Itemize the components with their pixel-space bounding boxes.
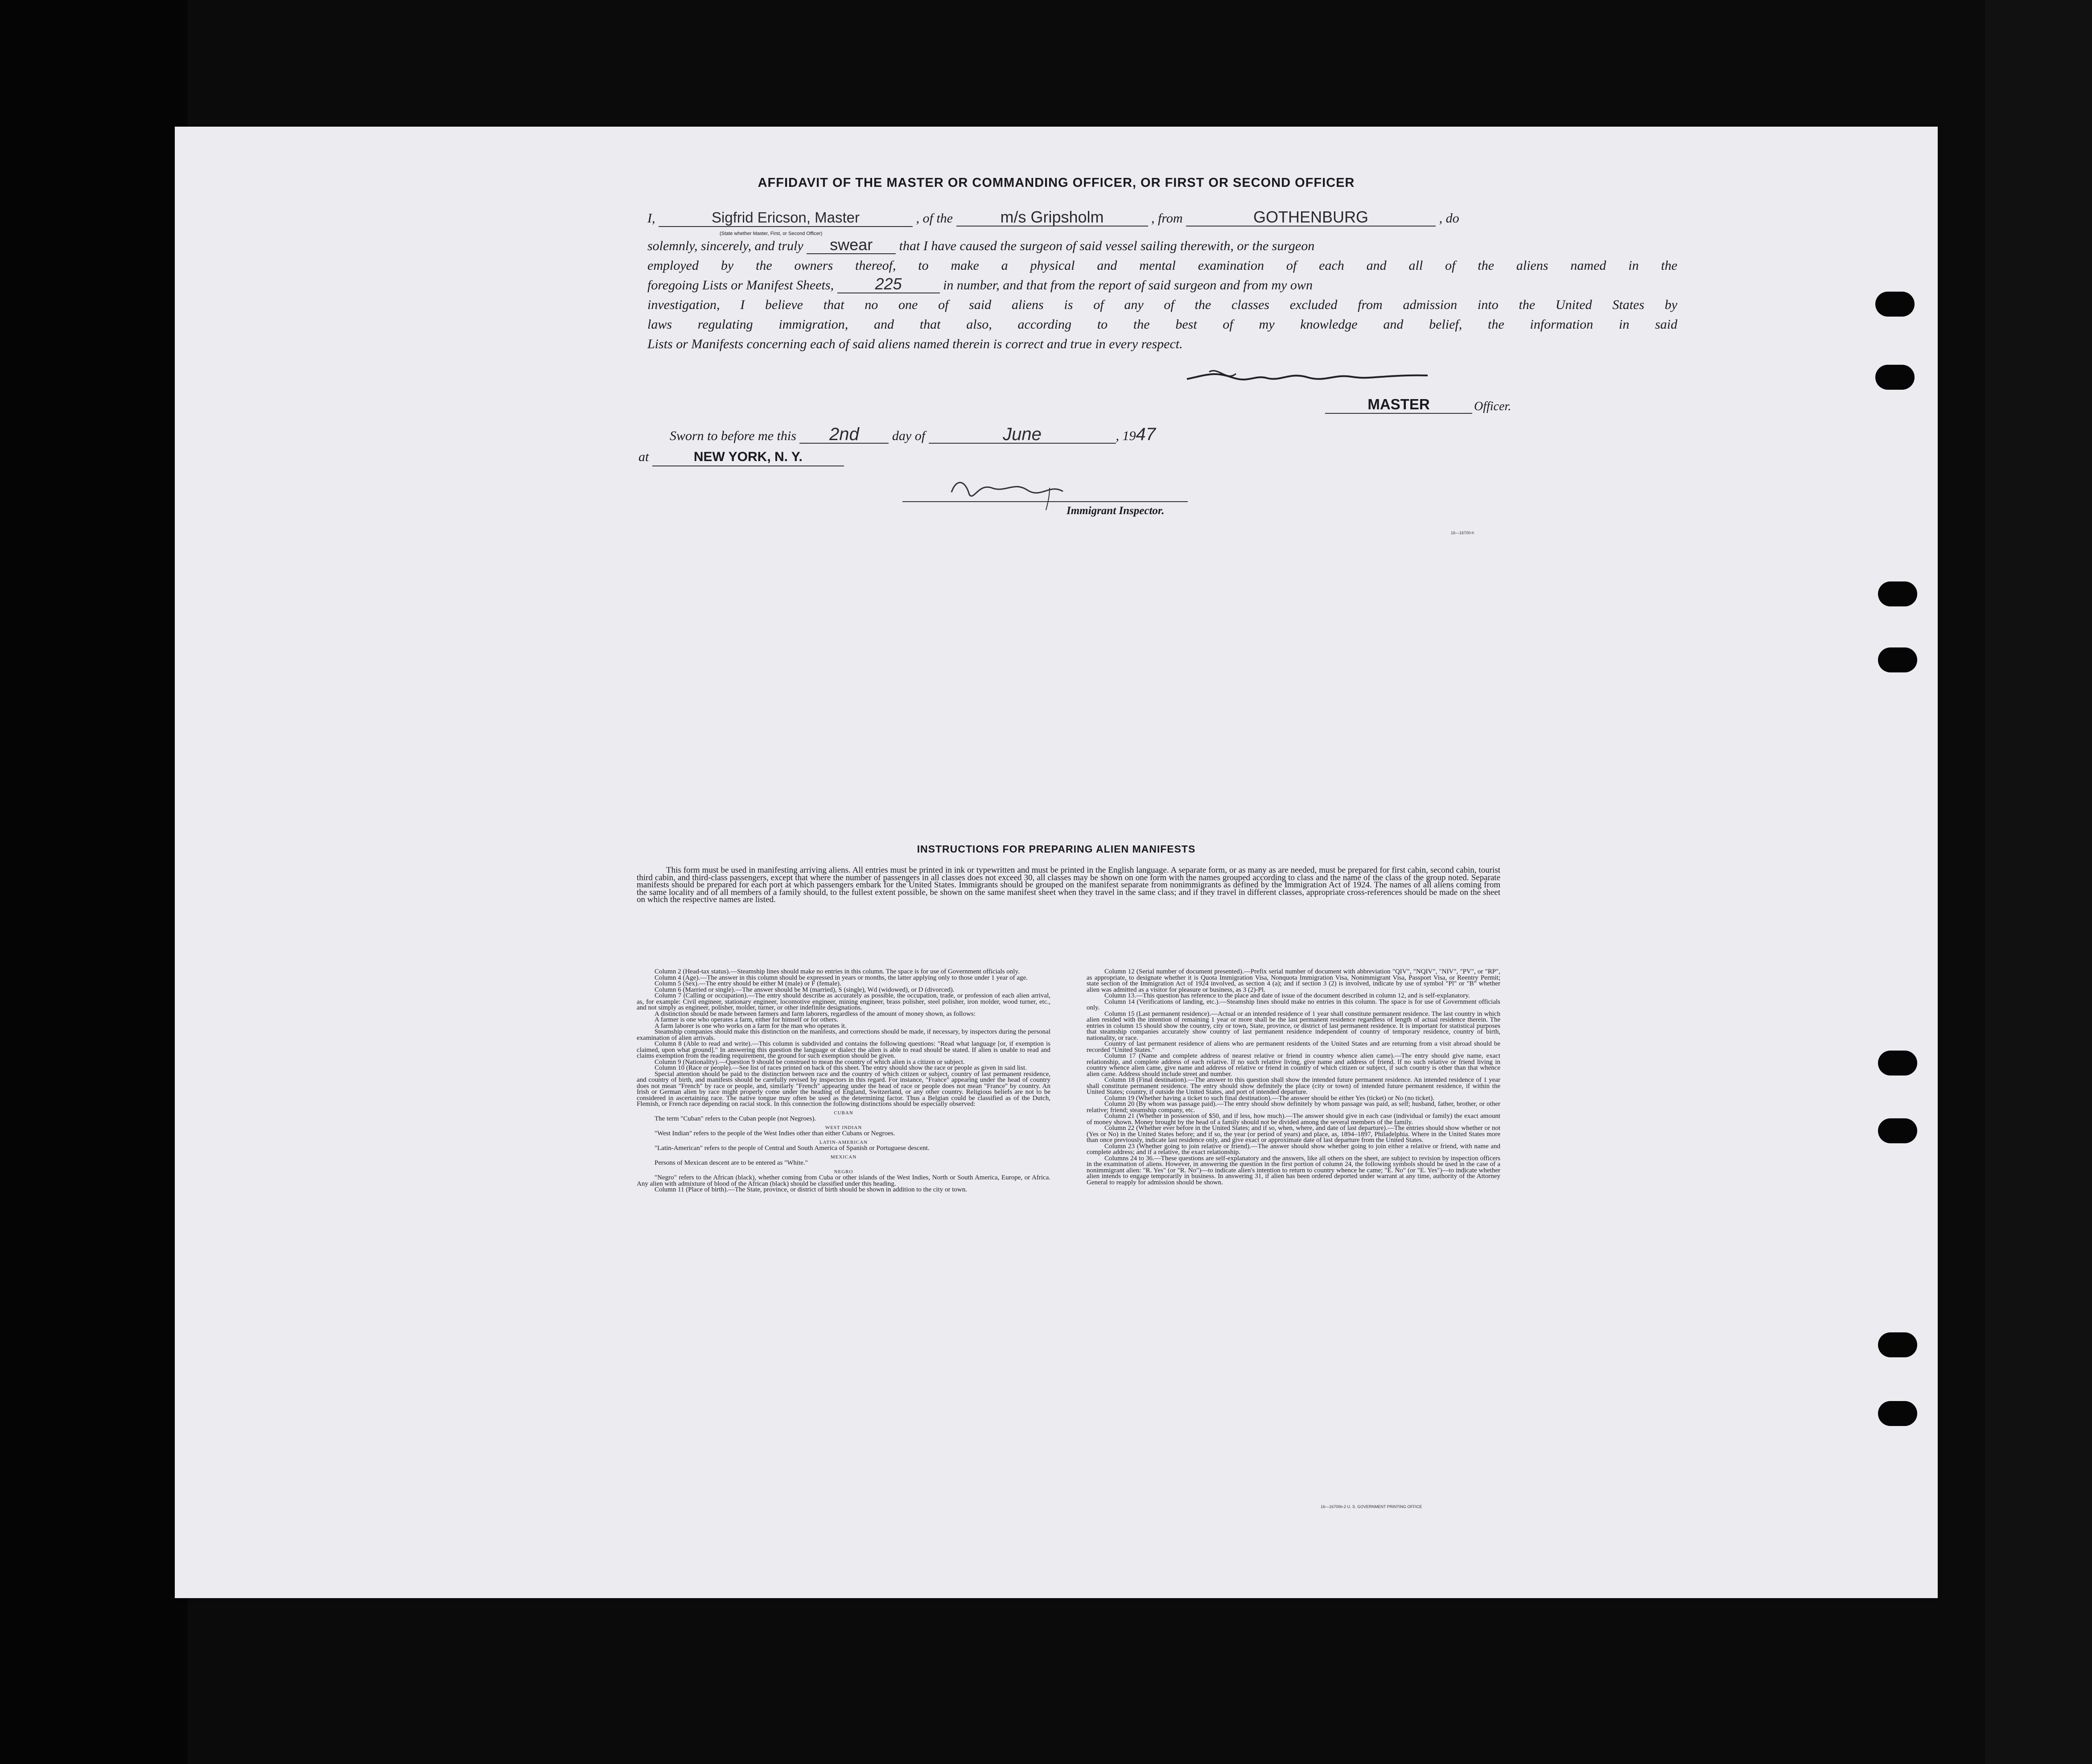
affidavit-line-2	[647, 236, 1677, 256]
instruction-paragraph: Column 4 (Age).—The answer in this column should be expressed in years or months, the latter applying only to those under 1 year of age.	[655, 974, 1028, 981]
instruction-paragraph: A distinction should be made between farmers and farm laborers, regardless of the amount of money shown, as follows:	[655, 1010, 976, 1018]
instruction-paragraph: Column 17 (Name and complete address of nearest relative or friend in country whence alien came).—The entry should give name, exact relationship, and complete address of each relative. If no such relative living, give name and address of friend. If no such relative or friend living in country whence alien came, give name and address of relative or friend in country of which citizen or subject, if such country is other than that whence alien came. Address should include street and number.	[1087, 1052, 1500, 1078]
signature-scribble-icon	[902, 470, 1188, 510]
race-note: "Negro" refers to the African (black), whether coming from Cuba or other islands of the West Indies, North or South America, Europe, or Africa. Any alien with admixture of blood of the African (black) should be classified under this heading.	[637, 1174, 1050, 1187]
instruction-paragraph: Column 22 (Whether ever before in the United States; and if so, when, where, and date of last departure).—The entries should show whether or not (Yes or No) in the United States before; and if so, the year (or period of years) and place, as, 1894–1897, Philadelphia. Where in the United States more than once previously, indicate last residence only, and give exact or approximate date of last departure from the United States.	[1087, 1125, 1500, 1144]
vessel-name-field: m/s Gripsholm	[956, 209, 1148, 227]
sworn-month-field: June	[929, 426, 1116, 444]
instruction-paragraph: Column 20 (By whom was passage paid).—The entry should show definitely by whom passage was paid, as self; husband, father, brother, or other relative; friend; steamship company, etc.	[1087, 1100, 1500, 1114]
instruction-paragraph: Column 11 (Place of birth).—The State, province, or district of birth should be shown in addition to the city or town.	[655, 1186, 967, 1193]
affidavit-text: , do	[1439, 211, 1459, 226]
affidavit-line-5: investigation, I believe that no one of said aliens is of any of the classes excluded from admission into the United States by	[647, 297, 1677, 312]
sworn-day-field: 2nd	[799, 426, 889, 444]
rank-note: (State whether Master, First, or Second Officer)	[720, 231, 823, 236]
punch-hole	[1875, 365, 1915, 390]
instruction-paragraph: Column 6 (Married or single).—The answer should be M (married), S (single), Wd (widowed), or D (divorced).	[655, 986, 955, 993]
instruction-paragraph: Steamship companies should make this distinction on the manifests, and corrections should be made, if necessary, by inspectors during the personal examination of alien arrivals.	[637, 1028, 1050, 1042]
affidavit-text: I,	[647, 211, 655, 226]
punch-hole	[1875, 292, 1915, 317]
port-field: GOTHENBURG	[1186, 209, 1436, 227]
instruction-paragraph: Column 9 (Nationality).—Question 9 should be construed to mean the country of which alien is a citizen or subject.	[655, 1058, 965, 1066]
punch-hole	[1878, 581, 1917, 606]
affidavit-line-6: laws regulating immigration, and that also, according to the best of my knowledge and belief, the information in said	[647, 317, 1677, 332]
affidavit-text: solemnly, sincerely, and truly	[647, 239, 803, 253]
affidavit-text: Sworn to before me this	[670, 429, 796, 443]
instruction-paragraph: Column 23 (Whether going to join relative or friend).—The answer should show whether going to join either a relative or friend, with name and complete address; and if a relative, the exact relationship.	[1087, 1142, 1500, 1156]
oath-field: swear	[807, 236, 896, 254]
manifest-sheet	[175, 127, 1938, 1598]
punch-hole	[1878, 1118, 1917, 1143]
race-heading: CUBAN	[834, 1110, 853, 1116]
sworn-line	[670, 425, 1156, 445]
instruction-paragraph: Column 12 (Serial number of document presented).—Prefix serial number of document with abbreviation "QIV", "NQIV", "NIV", "PV", or "RP", as appropriate, to designate whether it is Quota Immigration Visa, Nonquota Immigration Visa, Nonimmigrant Visa, Passport Visa, or Reentry Permit; state section of the Immigration Act of 1924 involved, as section 4 (a); and if section 3 (2) is involved, indicate by use of symbol "Pl" or "B" whether alien was admitted as a visitor for pleasure or business, as 3 (2)-Pl.	[1087, 968, 1500, 993]
affidavit-text: , from	[1151, 211, 1183, 226]
instructions-right-column	[1087, 969, 1500, 1186]
race-note: "Latin-American" refers to the people of Central and South America of Spanish or Portuguese descent.	[655, 1145, 930, 1152]
affidavit-line-3: employed by the owners thereof, to make a physical and mental examination of each and all of the aliens named in the	[647, 258, 1677, 273]
instruction-paragraph: Country of last permanent residence of aliens who are permanent residents of the United States and are returning from a visit abroad should be recorded "United States."	[1087, 1040, 1500, 1054]
sworn-at-line	[638, 449, 844, 466]
instruction-paragraph: Column 18 (Final destination).—The answer to this question shall show the intended future permanent residence. An intended residence of 1 year shall constitute permanent residence. The entry should show definitely the place (city or town) of intended future permanent residence, if within the United States; country, if outside the United States, and port of intended departure.	[1087, 1076, 1500, 1096]
instruction-paragraph: Column 10 (Race or people).—See list of races printed on back of this sheet. The entry should show the race or people as given in said list.	[655, 1064, 1027, 1072]
punch-hole	[1878, 647, 1917, 672]
punch-hole	[1878, 1332, 1917, 1357]
instruction-paragraph: A farm laborer is one who works on a farm for the man who operates it.	[655, 1022, 847, 1030]
affidavit-text: in number, and that from the report of said surgeon and from my own	[943, 278, 1313, 293]
instruction-paragraph: Column 15 (Last permanent residence).—Actual or an intended residence of 1 year shall constitute permanent residence. The last country in which alien resided with the intention of remaining 1 year or more shall be the last permanent residence regardless of length of actual residence therein. The entries in column 15 should show the country, city or town, State, province, or district of last permanent residence. It is important for statistical purposes that steamship companies accurately show country of last permanent residence independent of country of temporary residence, country of birth, nationality, or race.	[1087, 1010, 1500, 1042]
race-heading: WEST INDIAN	[825, 1125, 862, 1130]
master-signature	[1178, 362, 1432, 389]
instruction-paragraph: Column 7 (Calling or occupation).—The entry should describe as accurately as possible, the occupation, trade, or profession of each alien arrival, as, for example: Civil engineer, stationary engineer, locomotive engineer, mining engineer, brass polisher, steel polisher, iron molder, wood turner, etc., and not simply as engineer, polisher, molder, turner, or other indefinite designations.	[637, 992, 1050, 1011]
instruction-paragraph: Column 13.—This question has reference to the place and date of issue of the document described in column 12, and is self-explanatory.	[1104, 992, 1470, 999]
affidavit-line-1	[647, 209, 1677, 228]
instruction-paragraph: Column 2 (Head-tax status).—Steamship lines should make no entries in this column. The space is for use of Government officials only.	[655, 968, 1020, 975]
punch-hole	[1878, 1051, 1917, 1076]
affidavit-line-4	[647, 276, 1677, 295]
affidavit-line-7: Lists or Manifests concerning each of said aliens named therein is correct and true in every respect.	[647, 337, 1183, 351]
inspector-signature	[902, 470, 1188, 502]
race-heading: LATIN-AMERICAN	[819, 1139, 868, 1145]
instruction-paragraph: Column 14 (Verifications of landing, etc.).—Steamship lines should make no entries in this column. The space is for use of Government officials only.	[1087, 998, 1500, 1011]
printer-line: 16—16700h-2 U. S. GOVERNMENT PRINTING OFFICE	[1321, 1504, 1422, 1509]
alien-count-field: 225	[837, 276, 940, 293]
instruction-paragraph: Column 8 (Able to read and write).—This column is subdivided and contains the following questions: "Read what language [or, if exemption is claimed, upon what ground]." In answering this question the language or dialect the alien is able to read should be stated. If alien is unable to read and claims exemption from the reading requirement, the ground for such exemption should be given.	[637, 1040, 1050, 1059]
affidavit-title: AFFIDAVIT OF THE MASTER OR COMMANDING OFFICER, OR FIRST OR SECOND OFFICER	[758, 176, 1355, 190]
affidavit-text: at	[638, 449, 649, 464]
race-note: "West Indian" refers to the people of the West Indies other than either Cubans or Negroes.	[655, 1130, 895, 1137]
instructions-left-column	[637, 969, 1050, 1193]
inspector-title: Immigrant Inspector.	[1067, 505, 1165, 517]
instruction-paragraph: A farmer is one who operates a farm, either for himself or for others.	[655, 1016, 838, 1023]
sworn-place-field: NEW YORK, N. Y.	[652, 449, 844, 466]
affidavit-text: day of	[892, 429, 926, 443]
signature-scribble-icon	[1178, 362, 1432, 389]
affidavit-text: , of the	[916, 211, 953, 226]
punch-hole	[1878, 1401, 1917, 1426]
officer-label: Officer.	[1474, 400, 1511, 413]
affidavit-text: foregoing Lists or Manifest Sheets,	[647, 278, 834, 293]
form-code: 16—16700-h	[1451, 531, 1474, 535]
instructions-intro: This form must be used in manifesting arriving aliens. All entries must be printed in ink or typewritten and must be printed in the English language. A separate form, or as many as are needed, must be prepared for first cabin, second cabin, tourist third cabin, and third-class passengers, except that where the number of passengers in all classes does not exceed 30, all classes may be shown on one form with the names grouped according to class and the name of the class of the group noted. Separate manifests should be prepared for each port at which passengers embark for the United States. Immigrants should be grouped on the manifest separate from nonimmigrants as defined by the Immigration Act of 1924. The names of all aliens coming from the same locality and of all members of a family should, to the fullest extent possible, be shown on the same manifest sheet when they travel in the same class; and if they travel in different classes, appropriate cross-references should be made on the sheet on which the respective names are listed.	[637, 866, 1500, 904]
scan-border-left	[0, 0, 187, 1764]
race-note: The term "Cuban" refers to the Cuban people (not Negroes).	[655, 1115, 816, 1122]
affidavit-text: , 19	[1116, 429, 1136, 443]
instruction-paragraph: Special attention should be paid to the distinction between race and the country of which citizen or subject, country of last permanent residence, and country of birth, and manifests should be carefully revised by inspectors in this regard. For instance, "France" appearing under the head of country does not mean "French" by race or people, and, similarly "French" appearing under the head of race or people does not mean "France" by country. An Irish or German alien by race might properly come under the heading of England, Switzerland, or any other country. Religious beliefs are not to be considered in ascertaining race. The native tongue may often be used as the determining factor. Thus a Belgian could be classified as of the Dutch, Flemish, or French race depending on racial stock. In this connection the following distinctions should be especially observed:	[637, 1070, 1050, 1108]
affidavit-text: that I have caused the surgeon of said vessel sailing therewith, or the surgeon	[899, 239, 1315, 253]
instruction-paragraph: Column 5 (Sex).—The entry should be either M (male) or F (female).	[655, 980, 841, 987]
master-name-field: Sigfrid Ericson, Master	[659, 209, 913, 227]
officer-rank-field: MASTER	[1325, 396, 1472, 414]
race-heading: MEXICAN	[830, 1154, 857, 1160]
race-note: Persons of Mexican descent are to be entered as "White."	[655, 1159, 808, 1166]
sworn-year-field: 47	[1136, 425, 1156, 444]
instructions-title: INSTRUCTIONS FOR PREPARING ALIEN MANIFESTS	[917, 843, 1196, 855]
instruction-paragraph: Column 21 (Whether in possession of $50, and if less, how much).—The answer should give in each case (individual or family) the exact amount of money shown. Money brought by the head of a family should not be divided among the several members of the family.	[1087, 1113, 1500, 1126]
instruction-paragraph: Columns 24 to 36.—These questions are self-explanatory and the answers, like all others on the sheet, are subject to revision by inspection officers in the examination of aliens. However, in answering the question in the first portion of column 24, the following symbols should be used in the case of a nonimmigrant alien: "R. Yes" (or "R. No")—to indicate alien's intention to return to country whence he came; "E. No" (or "E. Yes")—to indicate whether alien intends to engage temporarily in business. In answering 31, if alien has been ordered deported under warrant at any time, authority of the Attorney General to reapply for admission should be shown.	[1087, 1154, 1500, 1186]
instruction-paragraph: Column 19 (Whether having a ticket to such final destination).—The answer should be either Yes (ticket) or No (no ticket).	[1104, 1094, 1434, 1102]
scan-border-right	[1985, 0, 2092, 1764]
race-heading: NEGRO	[834, 1169, 853, 1175]
